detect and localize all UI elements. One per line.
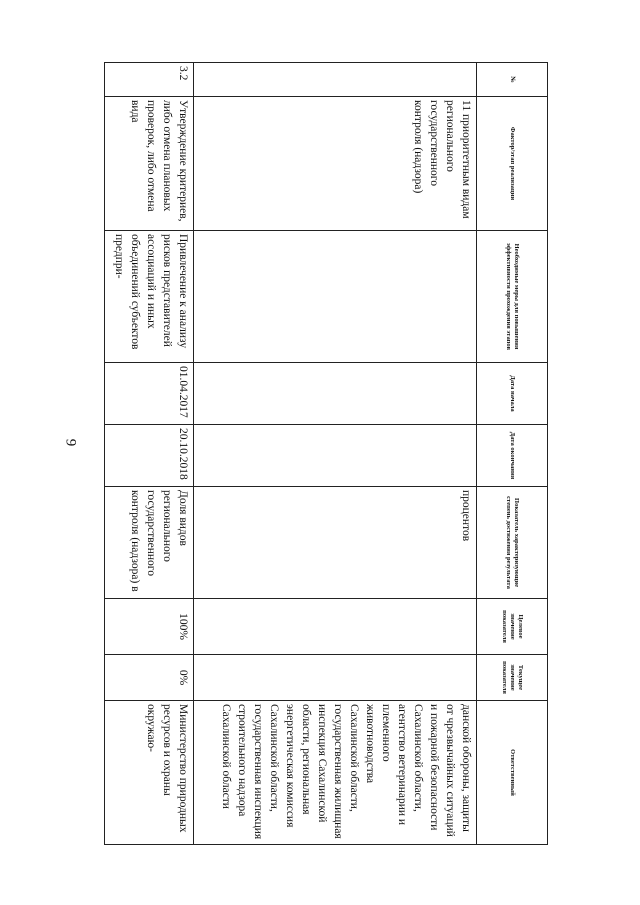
cell-responsible: данской обороны, защиты от чрезвычайных ситуаций и пожарной безопасности Сахалинской области, агентство ветеринарии и племенного животноводства Сахалинской области, государственная жилищная инспекция Сахалинской области, региональная энергетическая комиссия Сахалинской области, государственная инспекция строительного надзора Сахалинской области	[194, 701, 477, 845]
cell-indicator: процентов	[194, 487, 477, 599]
cell-target-value: 100%	[105, 599, 194, 655]
measures-table	[104, 62, 548, 845]
rotated-table-container	[88, 62, 548, 844]
table-header-row	[477, 63, 548, 845]
header-end-date: Дата окончания	[477, 425, 548, 487]
header-target-value: Целевое значение показателя	[477, 599, 548, 655]
cell-measures	[194, 231, 477, 363]
header-current-value: Текущее значение показателя	[477, 655, 548, 701]
page-number: 9	[62, 438, 79, 447]
cell-end-date: 20.10.2018	[105, 425, 194, 487]
cell-num	[194, 63, 477, 97]
table-row	[194, 63, 477, 845]
cell-factor: Утверждение критериев, либо отмена плановых проверок, либо отмена вида	[105, 97, 194, 231]
cell-end-date	[194, 425, 477, 487]
header-indicator: Показатель характеризующие степень достижения результата	[477, 487, 548, 599]
cell-start-date: 01.04.2017	[105, 363, 194, 425]
cell-indicator: Доля видов регионального государственного контроля (надзора) в	[105, 487, 194, 599]
cell-current-value	[194, 655, 477, 701]
header-measures: Необходимые меры для повышения эффективности прохождения этапов	[477, 231, 548, 363]
header-factor: Фактор/этап реализации	[477, 97, 548, 231]
cell-factor: 11 приоритетным видам регионального государственного контроля (надзора)	[194, 97, 477, 231]
cell-current-value: 0%	[105, 655, 194, 701]
cell-start-date	[194, 363, 477, 425]
cell-num: 3.2	[105, 63, 194, 97]
header-start-date: Дата начала	[477, 363, 548, 425]
cell-responsible: Министерство природных ресурсов и охраны окружаю-	[105, 701, 194, 845]
cell-measures: Привлечение к анализу рисков представителей ассоциаций и иных объединений субъектов предпри-	[105, 231, 194, 363]
table-row	[105, 63, 194, 845]
header-responsible: Ответственный	[477, 701, 548, 845]
cell-target-value	[194, 599, 477, 655]
header-num: №	[477, 63, 548, 97]
